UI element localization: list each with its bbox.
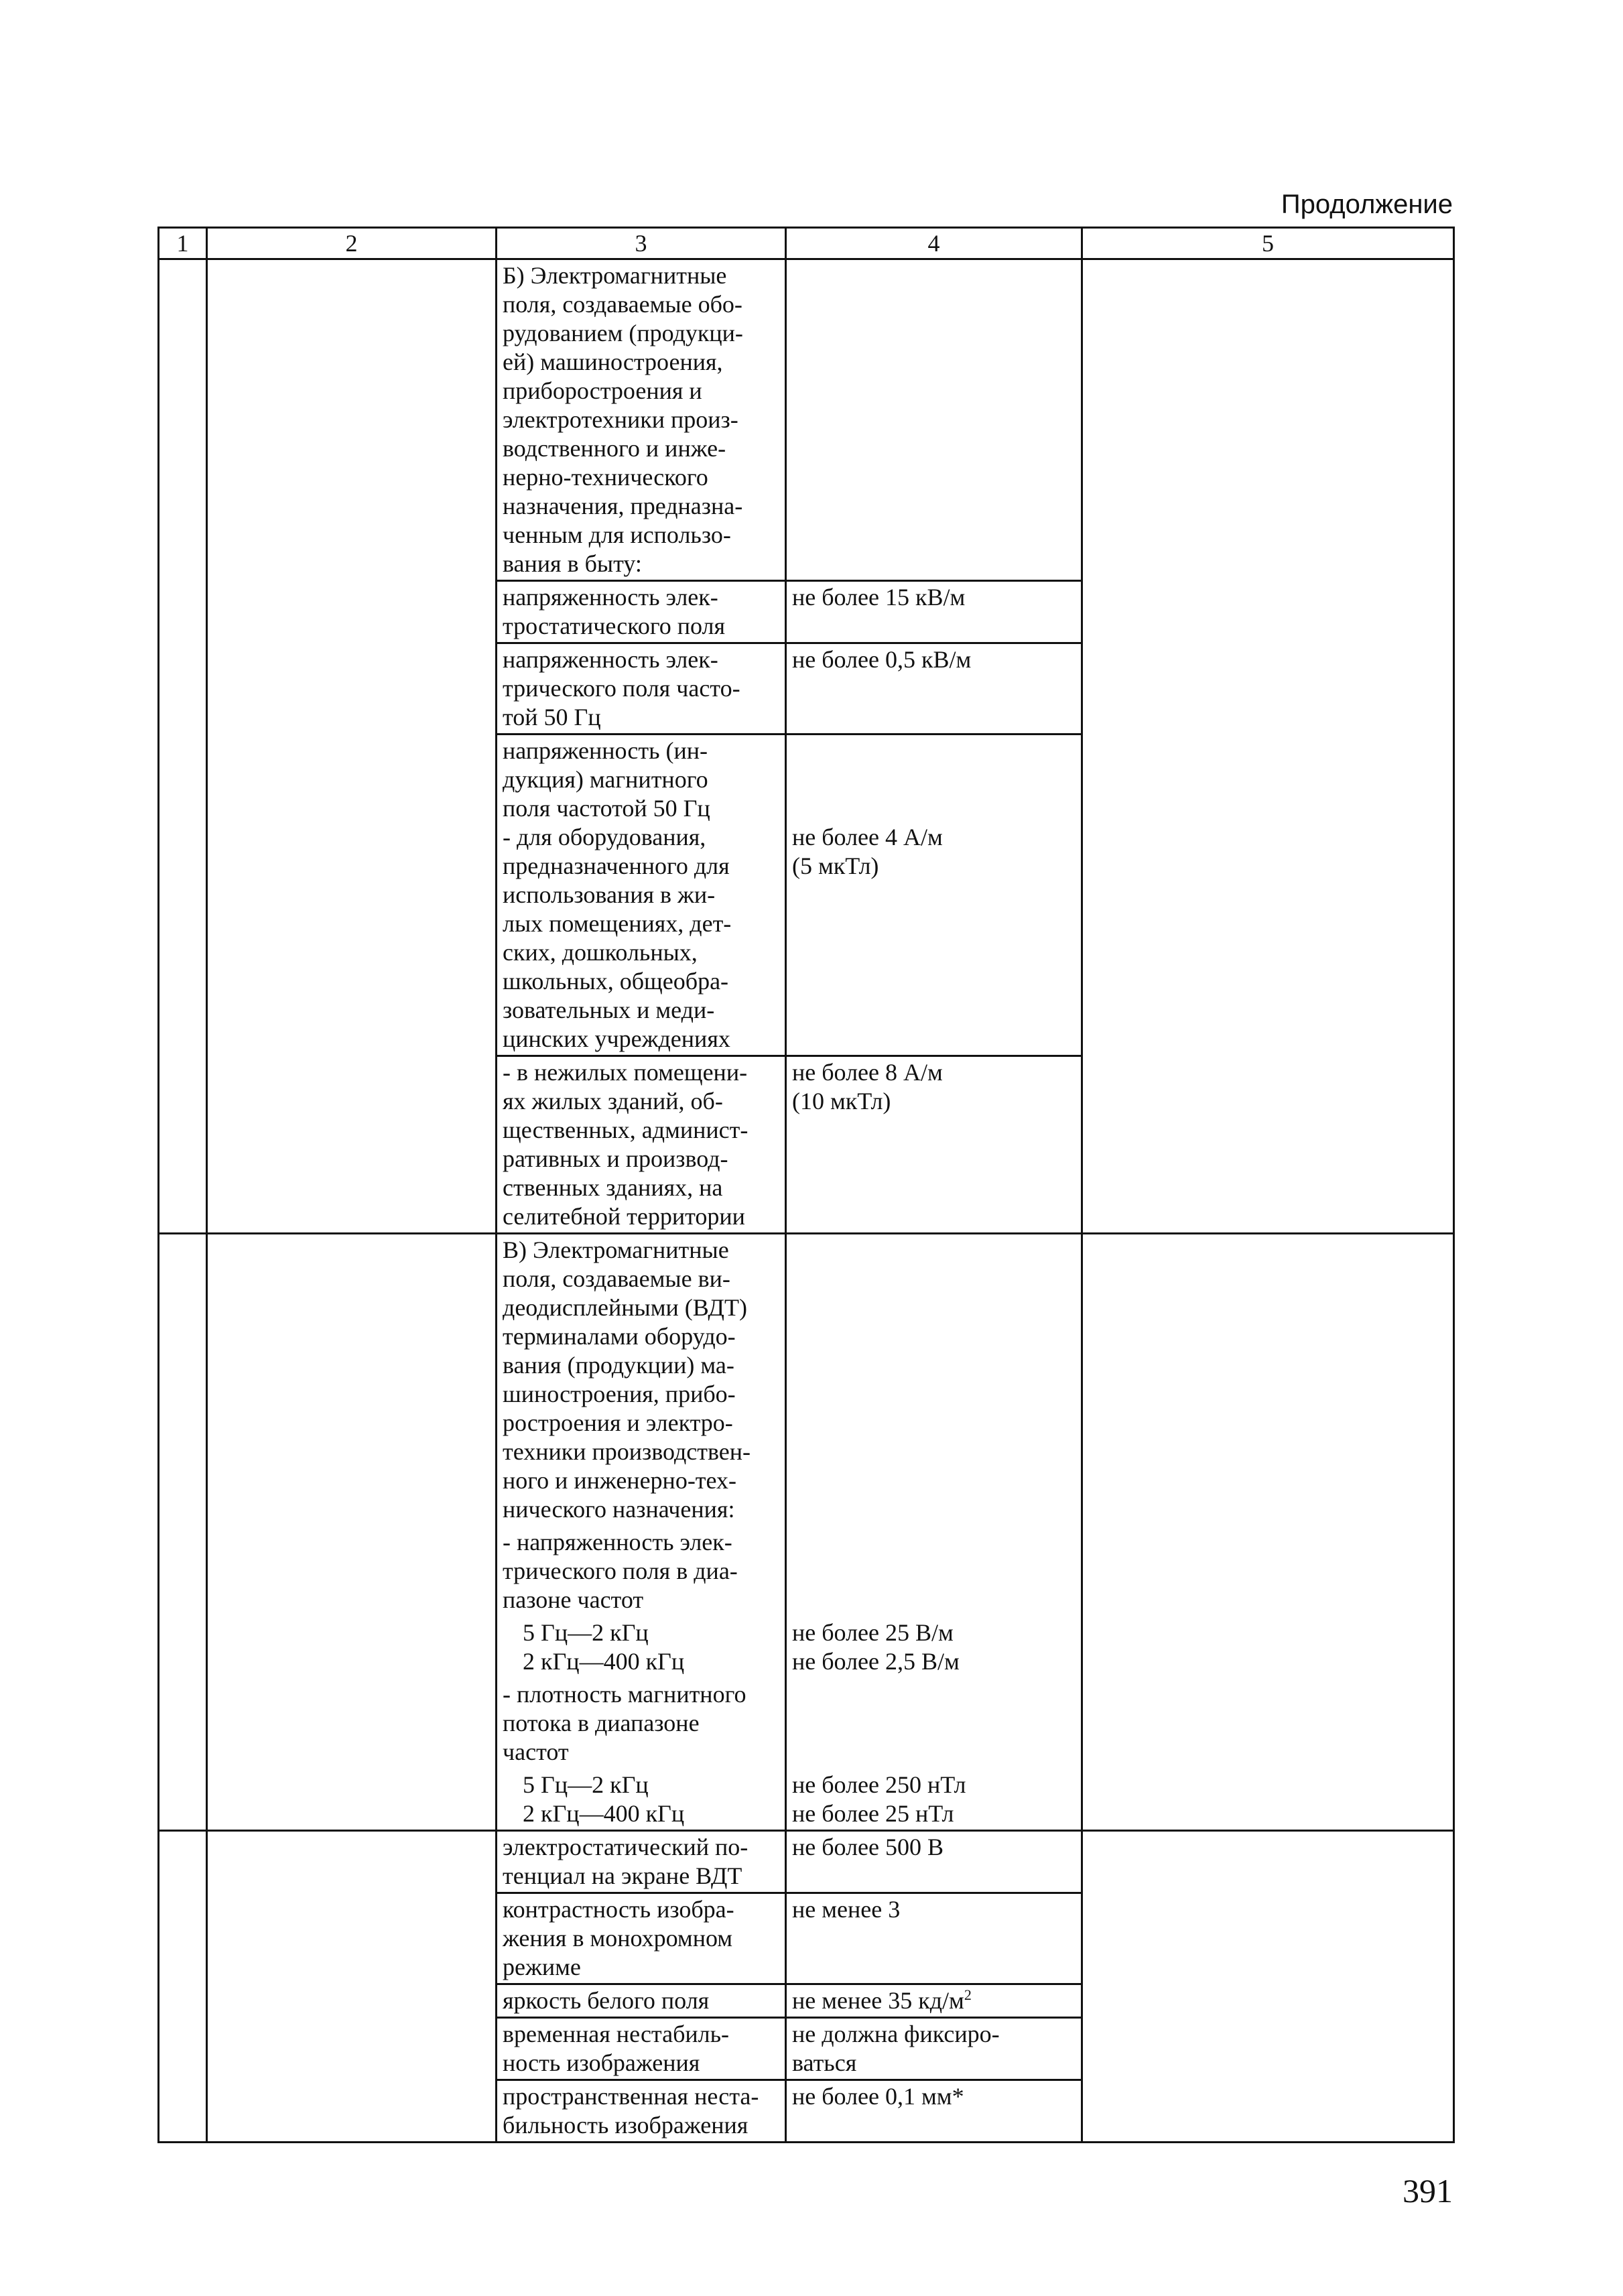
section-b-heading: Б) Электромагнитные поля, создаваемые обо- рудованием (продукци- ей) машиностроения, приборостроения и электротехники произ- водственного и инже- нерно-технического назначения, предназна- ченным для использо- вания в быту: <box>497 259 786 581</box>
cell-col2 <box>207 259 497 1234</box>
column-number: 3 <box>497 228 786 259</box>
column-number-row <box>159 228 1454 259</box>
requirements-table <box>157 227 1455 2143</box>
value-cell: не более 8 А/м (10 мкТл) <box>786 1056 1082 1234</box>
param-cell: контрастность изобра- жения в монохромном режиме <box>497 1893 786 1984</box>
table-row <box>159 1234 1454 1831</box>
param-cell: яркость белого поля <box>497 1984 786 2018</box>
page-number: 391 <box>1403 2172 1453 2210</box>
cell-col5 <box>1082 1234 1454 1831</box>
column-number: 5 <box>1082 228 1454 259</box>
param-cell: - в нежилых помещени- ях жилых зданий, об- щественных, админист- ративных и производ- ственных зданиях, на селитебной территории <box>497 1056 786 1234</box>
value-cell: не более 500 В <box>786 1831 1082 1893</box>
value-cell: не более 0,1 мм* <box>786 2080 1082 2143</box>
value-cell: не менее 3 <box>786 1893 1082 1984</box>
param-cell: напряженность элек- трического поля часто- той 50 Гц <box>497 643 786 735</box>
cell-col1 <box>159 259 207 1234</box>
value-cell <box>786 259 1082 581</box>
param-cell: напряженность (ин- дукция) магнитного поля частотой 50 Гц - для оборудования, предназначенного для использования в жи- лых помещениях, дет- ских, дошкольных, школьных, общеобра- зовательных и меди- цинских учреждениях <box>497 735 786 1056</box>
table-row <box>159 1831 1454 1893</box>
column-number: 1 <box>159 228 207 259</box>
param-cell: временная нестабиль- ность изображения <box>497 2018 786 2080</box>
cell-col1 <box>159 1234 207 1831</box>
value-cell: не более 25 В/м не более 2,5 В/м не более 250 нТл не более 25 нТл <box>786 1234 1082 1831</box>
value-cell: не более 4 А/м (5 мкТл) <box>786 735 1082 1056</box>
column-number: 4 <box>786 228 1082 259</box>
cell-col5 <box>1082 1831 1454 2143</box>
cell-col2 <box>207 1234 497 1831</box>
value-cell: не более 15 кВ/м <box>786 581 1082 643</box>
value-cell: не менее 35 $кд/м^2$ <box>786 1984 1082 2018</box>
section-v-heading: В) Электромагнитные поля, создаваемые ви- деодисплейными (ВДТ) терминалами оборудо- вания (продукции) ма- шиностроения, прибо- ростроения и электро- техники производствен- ного и инженерно-тех- нического назначения: - напряженность элек- трического поля в диа- пазоне частот 5 Гц—2 кГц 2 кГц—400 кГц - плотность магнитного потока в диапазоне частот 5 Гц—2 кГц 2 кГц—400 кГц <box>497 1234 786 1831</box>
cell-col5 <box>1082 259 1454 1234</box>
param-cell: электростатический по- тенциал на экране ВДТ <box>497 1831 786 1893</box>
column-number: 2 <box>207 228 497 259</box>
continuation-label: Продолжение <box>1281 190 1453 219</box>
cell-col2 <box>207 1831 497 2143</box>
cell-col1 <box>159 1831 207 2143</box>
param-cell: пространственная неста- бильность изображения <box>497 2080 786 2143</box>
table-row <box>159 259 1454 581</box>
value-cell: не должна фиксиро- ваться <box>786 2018 1082 2080</box>
param-cell: напряженность элек- тростатического поля <box>497 581 786 643</box>
value-cell: не более 0,5 кВ/м <box>786 643 1082 735</box>
